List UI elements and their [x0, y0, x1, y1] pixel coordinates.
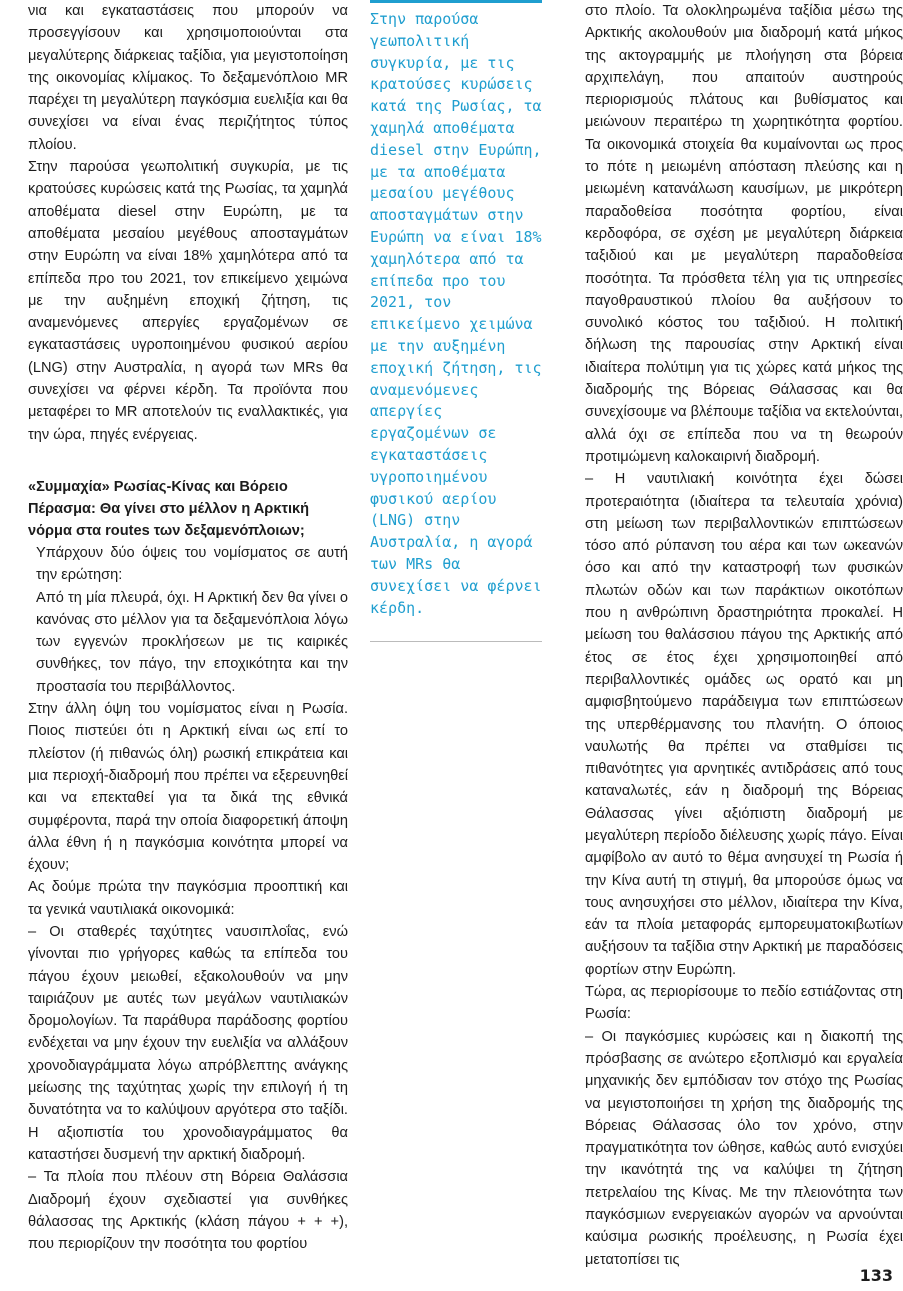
- paragraph: – Οι παγκόσμιες κυρώσεις και η διακοπή της πρόσβασης σε ανώτερο εξοπλισμό και εργαλεία μηχανικής δεν εμπόδισαν τον στόχο της Ρωσίας να μεγιστοποιήσει τη χρήση της διαδρομής της Βόρειας Θάλασσας όλο τον χρόνο, στην πραγματικότητα τον ώθησε, καθώς αυτό ενισχύει την ικανότητά της να καλύψει τη ζήτηση πετρελαίου της Κίνας. Με την πλειονότητα των παγκόσμιων ενεργειακών αγορών να αρνούνται καύσιμα ρωσικής προέλευσης, η Ρωσία έχει μετατοπίσει τις: [585, 1028, 903, 1268]
- paragraph: Από τη μία πλευρά, όχι. Η Αρκτική δεν θα γίνει ο κανόνας στο μέλλον για τα δεξαμενόπλοια λόγω των εγγενών προκλήσεων με τις καιρικές συνθήκες, τον πάγο, την εποχικότητα και την προστασία του περιβάλλοντος.: [36, 589, 348, 695]
- paragraph: Στην παρούσα γεωπολιτική συγκυρία, με τις κρατούσες κυρώσεις κατά της Ρωσίας, τα χαμηλά αποθέματα diesel στην Ευρώπη, με τα αποθέματα μεσαίου μεγέθους αποσταγμάτων στην Ευρώπη να είναι 18% χαμηλότερα από τα επίπεδα προ του 2021, τον επικείμενο χειμώνα με την αυξημένη εποχική ζήτηση, τις αναμενόμενες απεργίες εργαζομένων σε εγκαταστάσεις υγροποιημένου φυσικού αερίου (LNG) στην Αυστραλία, η αγορά των MRs θα συνεχίσει να φέρνει κέρδη. Τα προϊόντα που μεταφέρει το MR αποτελούν τις εναλλακτικές, για την ώρα, πηγές ενέργειας.: [28, 159, 348, 443]
- paragraph: νια και εγκαταστάσεις που μπορούν να προσεγγίσουν και χρησιμοποιούνται στα μεγαλύτερης διάρκειας ταξίδια, για μεγιστοποίηση της οικονομίας κλίμακος. Το δεξαμενόπλοιο MR παρέχει τη μεγαλύτερη παγκόσμια ευελιξία και θα συνεχίσει να είναι ένας περιζήτητος τύπος πλοίου.: [28, 3, 348, 153]
- paragraph: στο πλοίο. Τα ολοκληρωμένα ταξίδια μέσω της Αρκτικής ακολουθούν μια διαδρομή κατά μήκος της ακτογραμμής με πλοήγηση στα βόρεια αρχιπελάγη, που απαιτούν αυστηρούς περιορισμούς πλάτους και βυθίσματος και μειώνουν περαιτέρω τη χωρητικότητα φορτίου. Τα οικονομικά στοιχεία θα κυμαίνονται ως προς το πότε η μειωμένη απόσταση πλεύσης και η μειωμένη κατανάλωση καυσίμων, με μικρότερη παραδοθείσα ποσότητα φορτίου, είναι κερδοφόρα, σε σχέση με μεγαλύτερη διάρκεια ταξιδιού και με μεγαλύτερη παραδοθείσα ποσότητα. Τα πρόσθετα τέλη για τις υπηρεσίες παγοθραυστικού πλοίου θα αυξήσουν το συνολικό κόστος του ταξιδιού. Η πολιτική δήλωση της παρουσίας στην Αρκτική είναι ιδιαίτερα πολύτιμη για τις χώρες κατά μήκος της διαδρομής της Βόρειας Θάλασσας και θα συνεχίσουμε να βλέπουμε ταξίδια να εκτελούνται, αλλά όχι σε επίπεδα που να τη θεωρούν προτιμώμενη καλοκαιρινή διαδρομή.: [585, 3, 903, 465]
- right-column: [585, 0, 903, 1271]
- paragraph: Ας δούμε πρώτα την παγκόσμια προοπτική και τα γενικά ναυτιλιακά οικονομικά:: [28, 879, 348, 918]
- left-column: [28, 0, 348, 1255]
- section-heading: «Συμμαχία» Ρωσίας-Κίνας και Βόρειο Πέρασμα: Θα γίνει στο μέλλον η Αρκτική νόρμα στα routes των δεξαμενόπλοιων;: [28, 478, 310, 539]
- paragraph: – Οι σταθερές ταχύτητες ναυσιπλοΐας, ενώ γίνονται πιο γρήγορες καθώς τα επίπεδα του πάγου έχουν μειωθεί, εξακολουθούν να μην ταιριάζουν με αυτές των μεγάλων ναυτιλιακών δρομολογίων. Τα παράθυρα παράδοσης φορτίου ενδέχεται να μην έχουν την ευελιξία να αλλάξουν χρονοδιαγράμματα λόγω απρόβλεπτης ανάγκης μείωσης της ταχύτητας χωρίς την επιλογή ή τη δυνατότητα να το καλύψουν αργότερα στο ταξίδι. Η αξιοπιστία του χρονοδιαγράμματος θα καταστήσει δυσμενή την αρκτική διαδρομή.: [28, 923, 348, 1163]
- paragraph: Υπάρχουν δύο όψεις του νομίσματος σε αυτή την ερώτηση:: [36, 544, 348, 584]
- paragraph: Τώρα, ας περιορίσουμε το πεδίο εστιάζοντας στη Ρωσία:: [585, 984, 903, 1023]
- page-number: 133: [859, 1266, 893, 1285]
- section-body: [28, 542, 348, 698]
- paragraph: Στην άλλη όψη του νομίσματος είναι η Ρωσία. Ποιος πιστεύει ότι η Αρκτική είναι ως επί το πλείστον (ή πιθανώς όλη) ρωσική επικράτεια και μια περιοχή-διαδρομή που πρέπει να εξερευνηθεί και να επεκταθεί για τα δικά της εθνικά συμφέροντα, παρά την οποία διαφορετική άποψη άλλα έθνη ή η παγκόσμια κοινότητα μπορεί να έχουν;: [28, 701, 348, 874]
- pull-quote-column: [370, 0, 542, 642]
- paragraph: – Η ναυτιλιακή κοινότητα έχει δώσει προτεραιότητα (ιδιαίτερα τα τελευταία χρόνια) στη μείωση των περιβαλλοντικών επιπτώσεων τόσο από ρύπανση του αέρα και των ωκεανών όσο και από την καταστροφή των φυσικών πλωτών οδών και των παράκτιων οικοτόπων που η ανθρώπινη δραστηριότητα προκαλεί. Η μείωση του θαλάσσιου πάγου της Αρκτικής από έτος σε έτος έχει χρησιμοποιηθεί από περιβαλλοντικές ομάδες ως ορατό και μη αμφισβητούμενο παράδειγμα των επιπτώσεων της υπερθέρμανσης του πλανήτη. Ο όποιος ναυλωτής θα πρέπει να σταθμίσει τις πιθανότητες για αρνητικές αντιδράσεις από τους καταναλωτές, εάν η διαδρομή της Βόρειας Θάλασσας γίνει αξιόπιστη διαδρομή με μεγαλύτερη περίοδο διέλευσης χωρίς πάγο. Είναι αμφίβολο αν αυτό το θέμα ανησυχεί τη Ρωσία ή την Κίνα αυτή τη στιγμή, θα μπορούσε όμως να τους ανησυχήσει στο μέλλον, ιδιαίτερα την Κίνα, εάν τα πλοία μεταφοράς εμπορευματοκιβωτίων αυξήσουν τα ταξίδια στην Αρκτική με παραδόσεις φορτίων στην Ευρώπη.: [585, 471, 903, 978]
- pull-quote: Στην παρούσα γεωπολιτική συγκυρία, με τις κρατούσες κυρώσεις κατά της Ρωσίας, τα χαμηλά αποθέματα diesel στην Ευρώπη, με τα αποθέματα μεσαίου μεγέθους αποσταγμάτων στην Ευρώπη να είναι 18% χαμηλότερα από τα επίπεδα προ του 2021, τον επικείμενο χειμώνα με την αυξημένη εποχική ζήτηση, τις αναμενόμενες απεργίες εργαζομένων σε εγκαταστάσεις υγροποιημένου φυσικού αερίου (LNG) στην Αυστραλία, η αγορά των MRs θα συνεχίσει να φέρνει κέρδη.: [370, 3, 542, 642]
- paragraph: – Τα πλοία που πλέουν στη Βόρεια Θαλάσσια Διαδρομή έχουν σχεδιαστεί για συνθήκες θάλασσας της Αρκτικής (κλάση πάγου + + +), που περιορίζουν την ποσότητα του φορτίου: [28, 1169, 348, 1253]
